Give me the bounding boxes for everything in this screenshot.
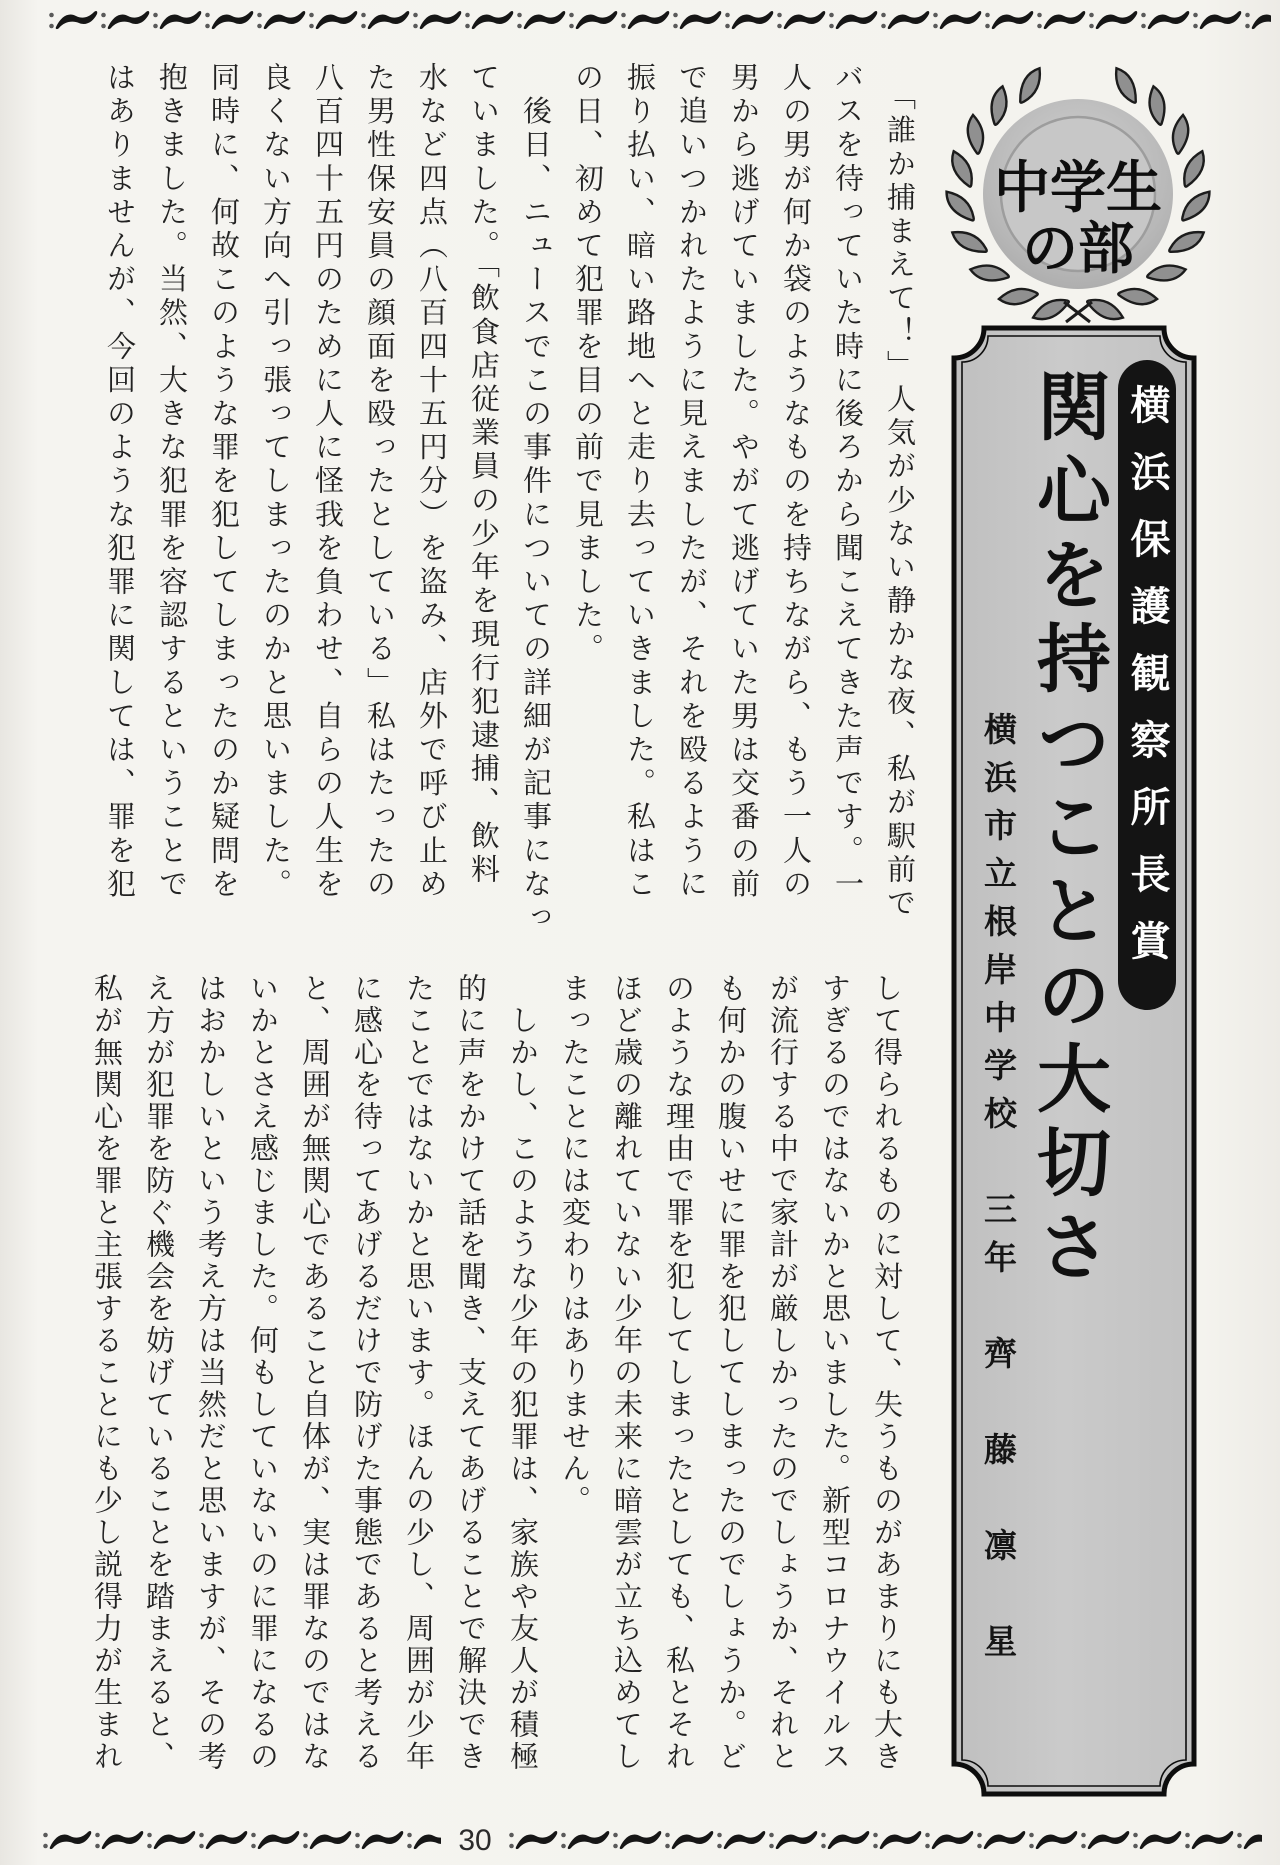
essay-column: も何かの腹いせに罪を犯してしまったのでしょうか。ど	[714, 973, 746, 1773]
bottom-wave-border-left	[42, 1828, 441, 1854]
essay-column: はありませんが、今回のような犯罪に関しては、罪を犯	[103, 62, 135, 902]
essay-column: たことではないかと思います。ほんの少し、周囲が少年	[402, 973, 434, 1773]
bottom-wave-border-right	[508, 1828, 1262, 1854]
badge-text-line1: 中学生	[994, 156, 1162, 219]
award-ribbon	[1118, 360, 1176, 1010]
essay-column: 後日、ニュースでこの事件についての詳細が記事になっ	[519, 62, 551, 936]
essay-column: しかし、このような少年の犯罪は、家族や友人が積極	[506, 973, 538, 1773]
author-school-name: 横浜市立根岸中学校 三年 齊 藤 凛 星	[980, 712, 1017, 1672]
essay-column: が流行する中で家計が厳しかったのでしょうか、それと	[766, 973, 798, 1773]
essay-column: 水など四点（八百四十五円分）を盗み、店外で呼び止め	[415, 62, 447, 902]
essay-column: 男から逃げていました。やがて逃げていた男は交番の前	[727, 62, 759, 902]
essay-column: いかとさえ感じました。何もしていないのに罪になるの	[246, 973, 278, 1773]
essay-title: 関心を持つことの大切さ	[1027, 368, 1110, 1292]
page-number: 30	[458, 1824, 492, 1857]
essay-column: 私が無関心を罪と主張することにも少し説得力が生まれ	[90, 973, 122, 1773]
essay-column: 「誰か捕まえて！」人気が少ない静かな夜、私が駅前で	[883, 62, 915, 922]
essay-column: 抱きました。当然、大きな犯罪を容認するということで	[155, 62, 187, 902]
essay-column: 八百四十五円のために人に怪我を負わせ、自らの人生を	[311, 62, 343, 902]
essay-column: はおかしいという考え方は当然だと思いますが、その考	[194, 973, 226, 1773]
essay-column: 良くない方向へ引っ張ってしまったのかと思いました。	[259, 62, 291, 902]
essay-column: まったことには変わりはありません。	[558, 973, 590, 1517]
essay-column: 人の男が何か袋のようなものを持ちながら、もう一人の	[779, 62, 811, 902]
top-wave-border	[48, 8, 1271, 34]
essay-column: 同時に、何故このような罪を犯してしまったのか疑問を	[207, 62, 239, 902]
essay-column: すぎるのではないかと思いました。新型コロナウイルス	[818, 973, 850, 1773]
award-name: 横浜保護観察所長賞	[1125, 384, 1169, 987]
essay-column: え方が犯罪を防ぐ機会を妨げていることを踏まえると、	[142, 973, 174, 1773]
essay-column: で追いつかれたように見えましたが、それを殴るように	[675, 62, 707, 902]
essay-text-block-lower	[80, 973, 912, 1791]
essay-column: ていました。「飲食店従業員の少年を現行犯逮捕、飲料	[467, 62, 499, 888]
essay-column: 的に声をかけて話を聞き、支えてあげることで解決でき	[454, 973, 486, 1773]
essay-column: のような理由で罪を犯してしまったとしても、私とそれ	[662, 973, 694, 1773]
essay-text-block-upper	[93, 62, 925, 960]
essay-column: 振り払い、暗い路地へと走り去っていきました。私はこ	[623, 62, 655, 902]
essay-column: た男性保安員の顔面を殴ったとしている」私はたったの	[363, 62, 395, 902]
essay-column: して得られるものに対して、失うものがあまりにも大き	[870, 973, 902, 1773]
essay-column: ほど歳の離れていない少年の未来に暗雲が立ち込めてし	[610, 973, 642, 1773]
essay-column: に感心を待ってあげるだけで防げた事態であると考える	[350, 973, 382, 1773]
junior-high-division-badge	[928, 42, 1228, 352]
badge-text-line2: の部	[1022, 217, 1134, 280]
essay-column: と、周囲が無関心であること自体が、実は罪なのではな	[298, 973, 330, 1773]
essay-column: の日、初めて犯罪を目の前で見ました。	[571, 62, 603, 667]
essay-column: バスを待っていた時に後ろから聞こえてきた声です。一	[831, 62, 863, 902]
